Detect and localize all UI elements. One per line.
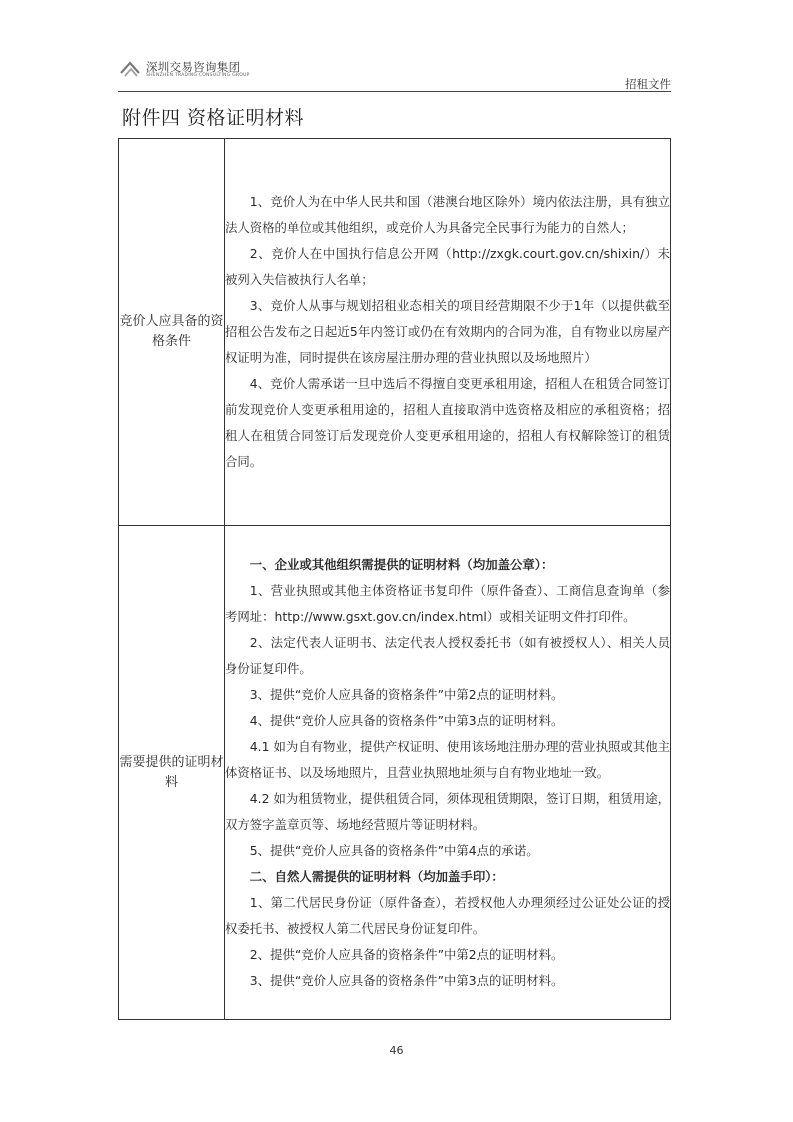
- page-number: 46: [389, 1044, 404, 1057]
- company-logo: [118, 58, 258, 82]
- row-content-qualification-conditions: [225, 139, 671, 526]
- document-item: 2、提供“竞价人应具备的资格条件”中第2点的证明材料。: [249, 946, 564, 962]
- document-item: 4.2 如为租赁物业，提供租赁合同，须体现租赁期限，签订日期，租赁用途，双方签字盖章页等、场地经营照片等证明材料。: [225, 790, 670, 832]
- condition-item: 3、竞价人从事与规划招租业态相关的项目经营期限不少于1年（以提供截至招租公告发布之日起近5年内签订或仍在有效期内的合同为准，自有物业以房屋产权证明为准，同时提供在该房屋注册办理的营业执照以及场地照片）: [225, 298, 670, 365]
- document-item: 1、第二代居民身份证（原件备查），若授权他人办理须经过公证处公证的授权委托书、被授权人第二代居民身份证复印件。: [225, 894, 670, 936]
- row-label-qualification-conditions: 竞价人应具备的资格条件: [119, 139, 225, 526]
- document-item: 3、提供“竞价人应具备的资格条件”中第3点的证明材料。: [249, 972, 564, 988]
- table-row-qualification-conditions: [119, 139, 671, 526]
- document-item: 4.1 如为自有物业，提供产权证明、使用该场地注册办理的营业执照或其他主体资格证书、以及场地照片，且营业执照地址须与自有物业地址一致。: [225, 738, 670, 780]
- section-heading: 二、自然人需提供的证明材料（均加盖手印）：: [249, 868, 504, 884]
- qualification-table: [118, 138, 671, 1020]
- table-row-required-documents: [119, 526, 671, 1020]
- section-heading: 一、企业或其他组织需提供的证明材料（均加盖公章）：: [249, 556, 554, 572]
- logo-chinese-name: 深圳交易咨询集团: [146, 60, 241, 74]
- logo-mark-icon: [118, 58, 144, 80]
- document-item: 3、提供“竞价人应具备的资格条件”中第2点的证明材料。: [249, 686, 564, 702]
- document-type: 招租文件: [625, 77, 671, 91]
- document-item: 1、营业执照或其他主体资格证书复印件（原件备查）、工商信息查询单（参考网址：http://www.gsxt.gov.cn/index.html）或相关证明文件打印件。: [225, 582, 670, 624]
- condition-item: 1、竞价人为在中华人民共和国（港澳台地区除外）境内依法注册，具有独立法人资格的单位或其他组织，或竞价人为具备完全民事行为能力的自然人；: [225, 194, 670, 235]
- page-title: 附件四 资格证明材料: [122, 107, 305, 129]
- logo-english-name: SHENZHEN TRADING CONSULTING GROUP: [146, 73, 250, 78]
- row-label-required-documents: 需要提供的证明材料: [119, 526, 225, 1020]
- condition-item: 2、竞价人在中国执行信息公开网（http://zxgk.court.gov.cn/shixin/）未被列入失信被执行人名单；: [225, 246, 670, 287]
- document-item: 2、法定代表人证明书、法定代表人授权委托书（如有被授权人）、相关人员身份证复印件。: [225, 634, 670, 676]
- header-divider: [118, 91, 671, 92]
- row-content-required-documents: [225, 526, 671, 1020]
- condition-item: 4、竞价人需承诺一旦中选后不得擅自变更承租用途，招租人在租赁合同签订前发现竞价人变更承租用途的，招租人直接取消中选资格及相应的承租资格；招租人在租赁合同签订后发现竞价人变更承租用途的，招租人有权解除签订的租赁合同。: [225, 376, 670, 469]
- document-item: 4、提供“竞价人应具备的资格条件”中第3点的证明材料。: [249, 712, 564, 728]
- document-item: 5、提供“竞价人应具备的资格条件”中第4点的承诺。: [249, 842, 539, 858]
